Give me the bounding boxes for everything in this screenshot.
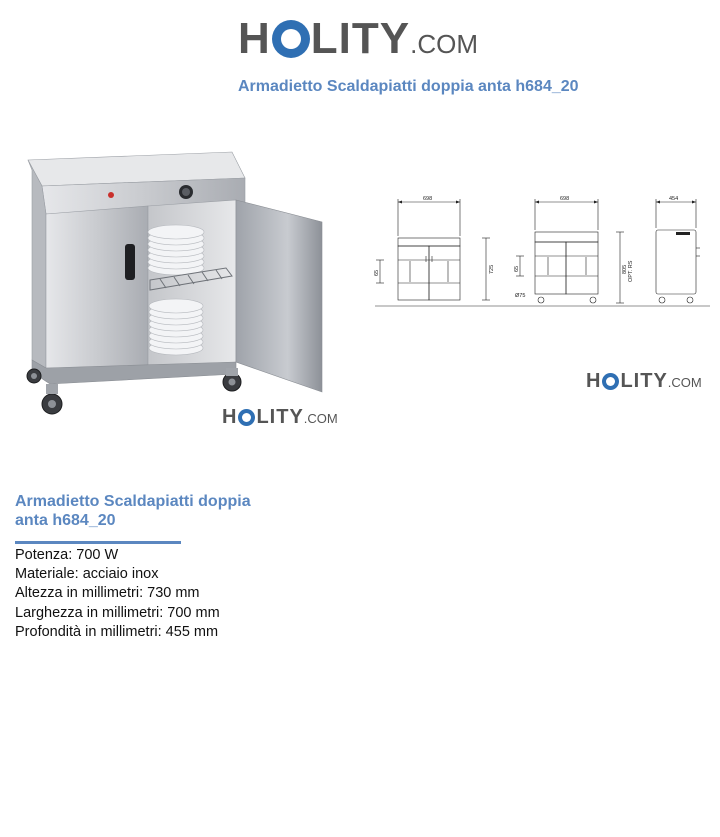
page-subtitle: Armadietto Scaldapiatti doppia anta h684_20 (238, 78, 579, 95)
brand-logo-o-icon (272, 20, 310, 58)
drawing-depth: 454 (669, 196, 679, 202)
drawing-brand-logo-suffix: LITY (620, 370, 668, 392)
photo-brand-logo-domain: .COM (303, 411, 338, 426)
photo-brand-logo-prefix: H (222, 406, 238, 428)
spec-power: Potenza: 700 W (15, 547, 119, 563)
drawing-shelf-gap-right: 65 (514, 265, 520, 272)
brand-logo-prefix: H (238, 14, 271, 63)
drawing-shelf-gap-left: 65 (374, 269, 380, 276)
brand-logo-suffix: LITY (310, 14, 411, 63)
spec-height: Altezza in millimetri: 730 mm (15, 585, 200, 602)
title-divider (15, 541, 181, 544)
drawing-brand-logo-domain: .COM (667, 375, 702, 390)
drawing-side-width: 698 (560, 196, 570, 202)
drawing-brand-logo[interactable] (586, 370, 702, 393)
drawing-front-width: 698 (423, 196, 433, 202)
photo-brand-logo-suffix: LITY (256, 406, 304, 428)
drawing-brand-logo-o-icon (602, 373, 619, 390)
drawing-brand-logo-prefix: H (586, 370, 602, 392)
product-photo (10, 140, 360, 440)
spec-list (15, 546, 220, 642)
technical-drawing (370, 190, 715, 315)
product-title: Armadietto Scaldapiatti doppia anta h684_20 (15, 493, 251, 529)
drawing-height-total: 805 (622, 264, 628, 274)
drawing-wheel-diameter: Ø75 (515, 293, 526, 299)
photo-brand-logo-o-icon (238, 409, 255, 426)
drawing-height-option: OPT. RS (628, 260, 634, 282)
spec-width: Larghezza in millimetri: 700 mm (15, 604, 220, 621)
spec-depth: Profondità in millimetri: 455 mm (15, 623, 219, 640)
brand-logo-domain: .COM (410, 29, 478, 59)
brand-logo[interactable] (238, 14, 478, 64)
photo-brand-logo[interactable] (222, 406, 338, 429)
drawing-height-body: 725 (489, 264, 495, 274)
spec-material: Materiale: acciaio inox (15, 566, 159, 583)
